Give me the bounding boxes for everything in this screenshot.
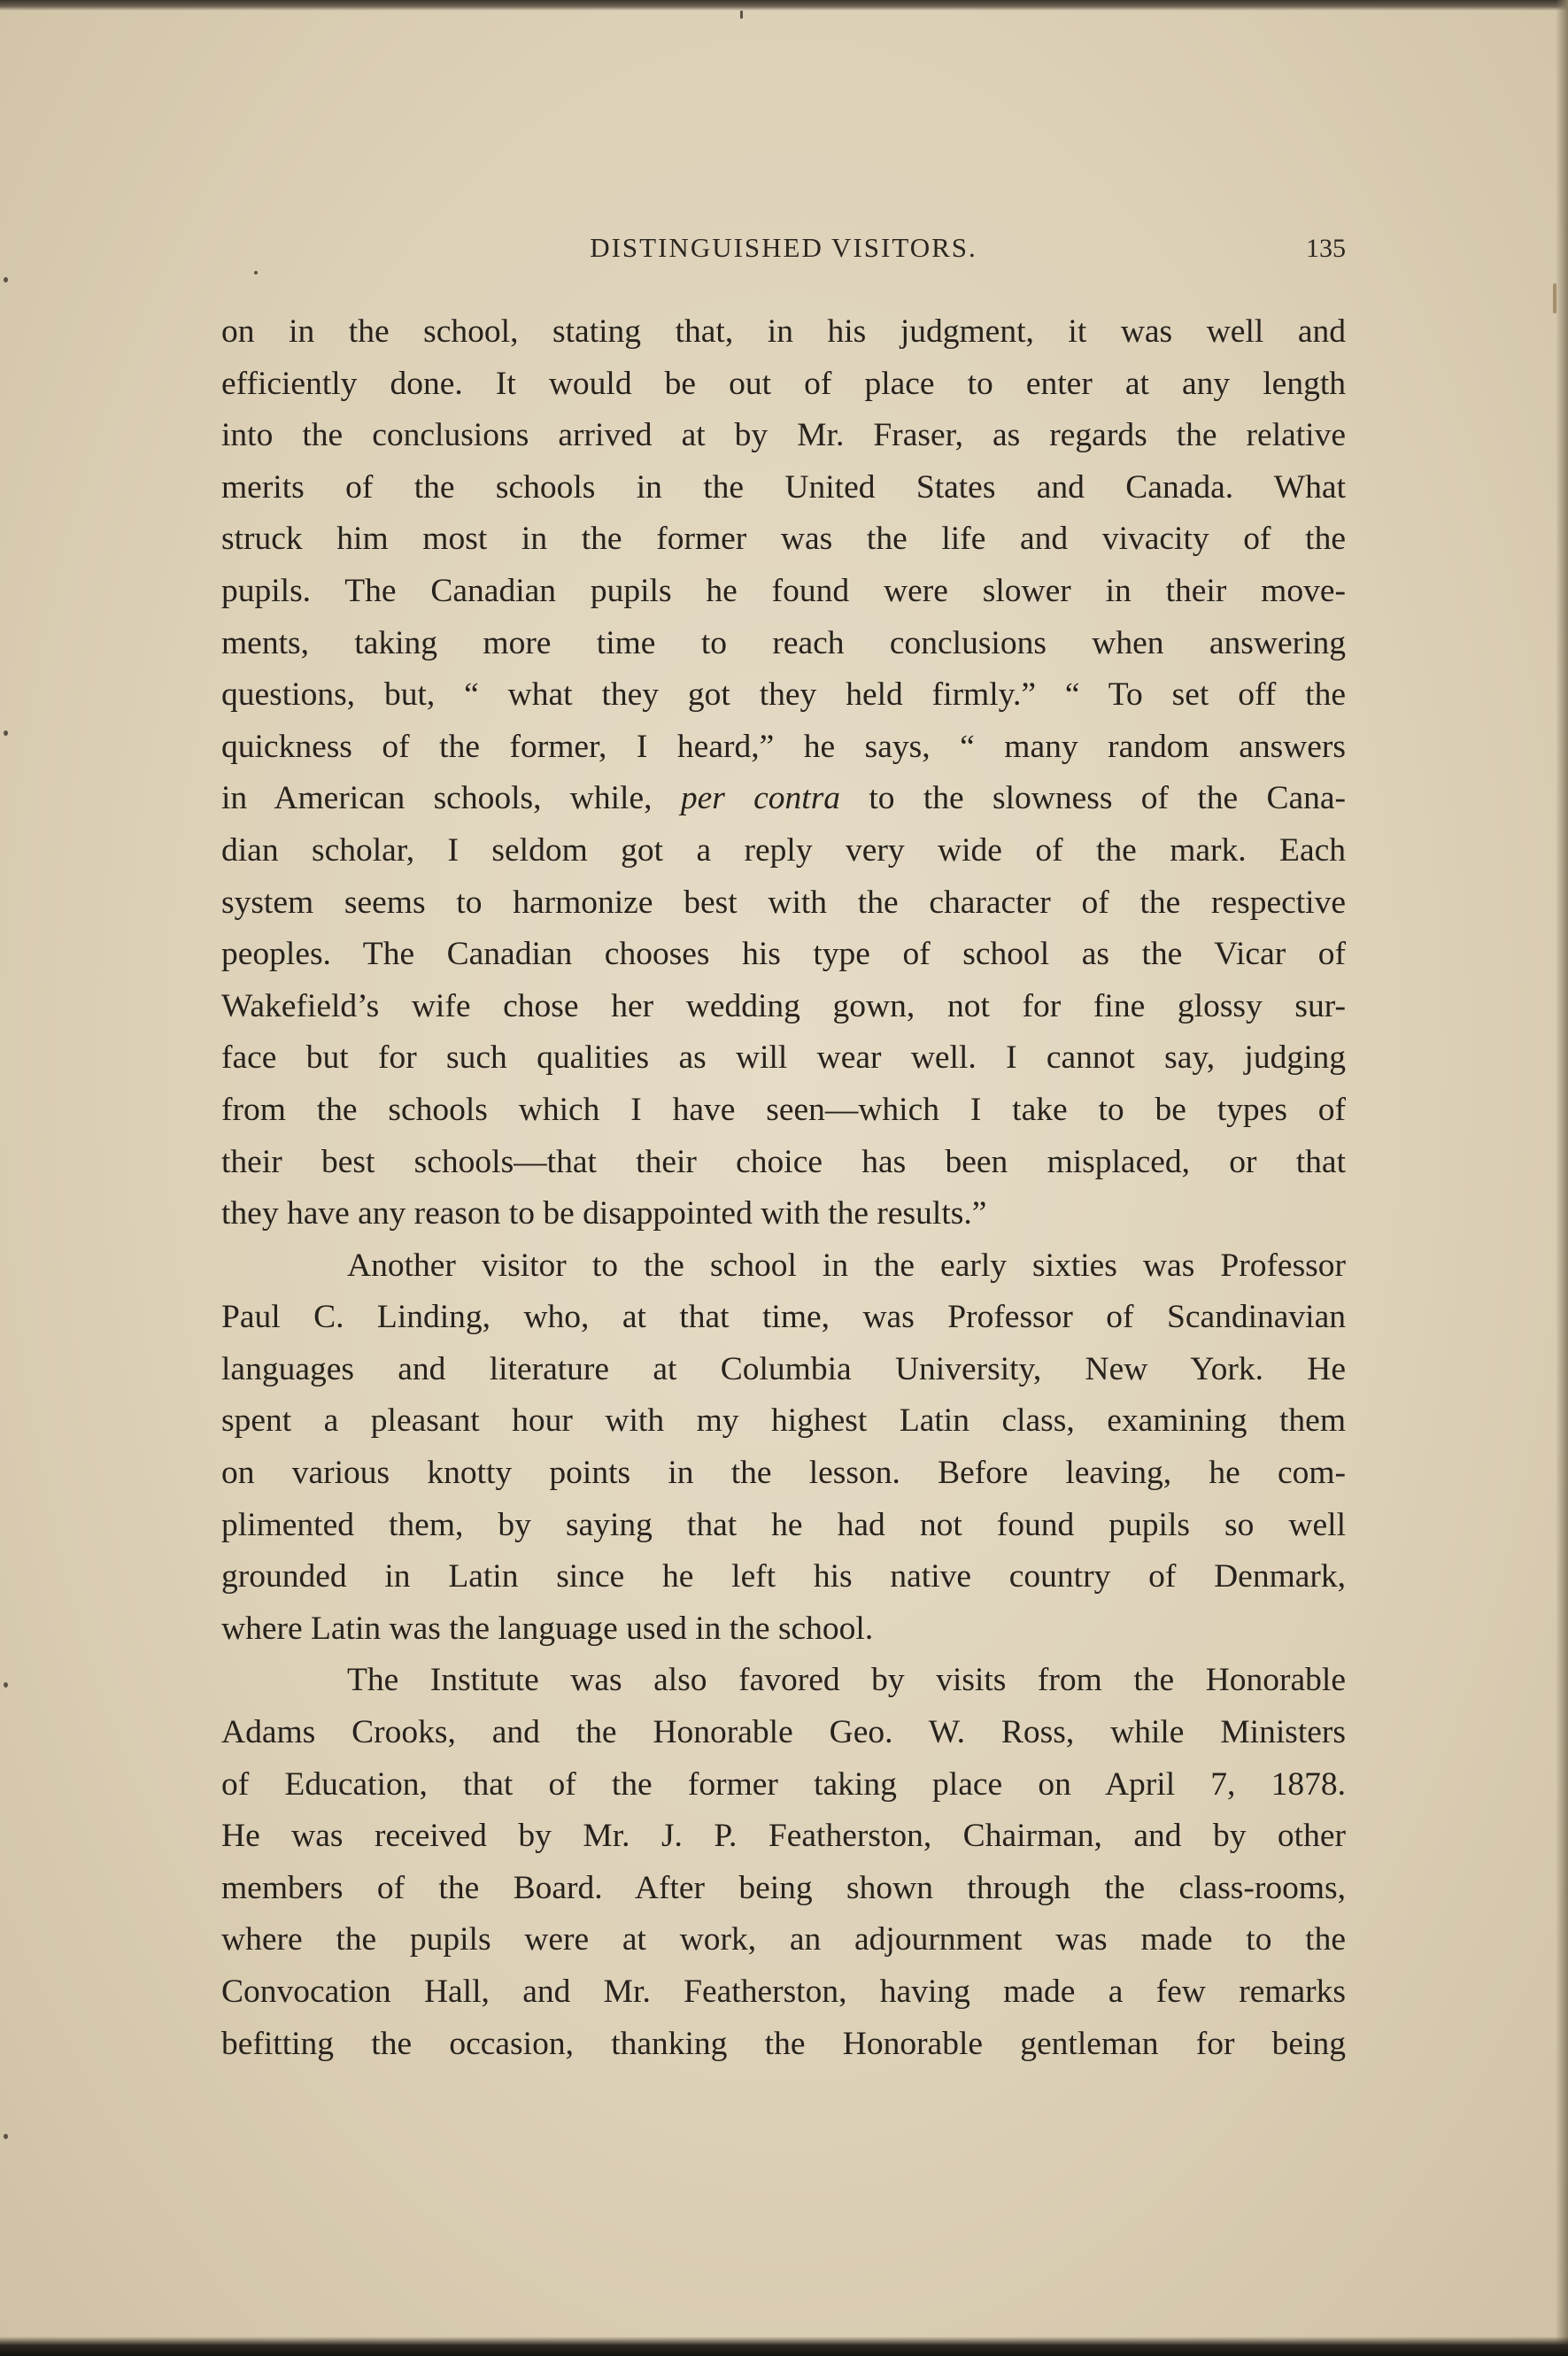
text-line: system seems to harmonize best with the character of the respective [221,884,1346,921]
text-line: Wakefield’s wife chose her wedding gown, not for fine glossy sur- [221,987,1346,1024]
text-line: where Latin was the language used in the school. [221,1610,874,1647]
text-line: they have any reason to be disappointed with the results.” [221,1195,987,1232]
text-line: merits of the schools in the United States and Canada. What [221,468,1346,506]
text-line: The Institute was also favored by visits from the Honorable [347,1662,1346,1699]
text-line: spent a pleasant hour with my highest Latin class, examining them [221,1402,1346,1440]
text-line: languages and literature at Columbia University, New York. He [221,1350,1346,1387]
text-line: members of the Board. After being shown through the class-rooms, [221,1869,1346,1906]
text-line: of Education, that of the former taking place on April 7, 1878. [221,1765,1346,1803]
text-line: their best schools—that their choice has been misplaced, or that [221,1143,1346,1180]
text-line: questions, but, “ what they got they held firmly.” “ To set off the [221,676,1346,714]
body-text [221,306,1346,2070]
text-line: struck him most in the former was the life and vivacity of the [221,521,1346,558]
text-line: ments, taking more time to reach conclusions when answering [221,624,1346,661]
paragraph-3 [221,1655,1346,2070]
text-line: grounded in Latin since he left his native country of Denmark, [221,1558,1346,1595]
text-line: into the conclusions arrived at by Mr. Fraser, as regards the relative [221,417,1346,454]
text-line: plimented them, by saying that he had not found pupils so well [221,1506,1346,1543]
page-bottom-shadow [0,2337,1568,2356]
text-line: dian scholar, I seldom got a reply very wide of the mark. Each [221,831,1346,869]
text-span: in American schools, while, [221,780,653,817]
text-line: face but for such qualities as will wear well. I cannot say, judging [221,1039,1346,1077]
text-line: efficiently done. It would be out of place to enter at any length [221,365,1346,402]
text-line: He was received by Mr. J. P. Featherston, Chairman, and by other [221,1818,1346,1855]
paragraph-1 [221,306,1346,1240]
text-span: to the slowness of the Cana- [869,780,1346,817]
italic-phrase: per contra [680,780,841,817]
text-line: befitting the occasion, thanking the Honorable gentleman for being [221,2025,1346,2062]
text-line [221,773,1346,825]
text-line: where the pupils were at work, an adjournment was made to the [221,1921,1346,1958]
text-line: from the schools which I have seen—which I take to be types of [221,1091,1346,1128]
page-number: 135 [1306,234,1346,263]
text-line: peoples. The Canadian chooses his type of school as the Vicar of [221,936,1346,973]
running-head [221,232,1346,276]
text-line: on various knotty points in the lesson. Before leaving, he com- [221,1455,1346,1492]
page-right-edge [1556,0,1568,2356]
running-title: DISTINGUISHED VISITORS. [590,232,977,263]
text-line: quickness of the former, I heard,” he says, “ many random answers [221,728,1346,765]
text-line: Paul C. Linding, who, at that time, was Professor of Scandinavian [221,1299,1346,1336]
text-line: Adams Crooks, and the Honorable Geo. W. Ross, while Ministers [221,1714,1346,1751]
paragraph-2 [221,1240,1346,1656]
text-line: pupils. The Canadian pupils he found were slower in their move- [221,572,1346,609]
text-line: Another visitor to the school in the early sixties was Professor [347,1247,1346,1284]
text-line: on in the school, stating that, in his judgment, it was well and [221,313,1346,350]
text-line: Convocation Hall, and Mr. Featherston, having made a few remarks [221,1974,1346,2010]
page-top-shadow [0,0,1568,11]
